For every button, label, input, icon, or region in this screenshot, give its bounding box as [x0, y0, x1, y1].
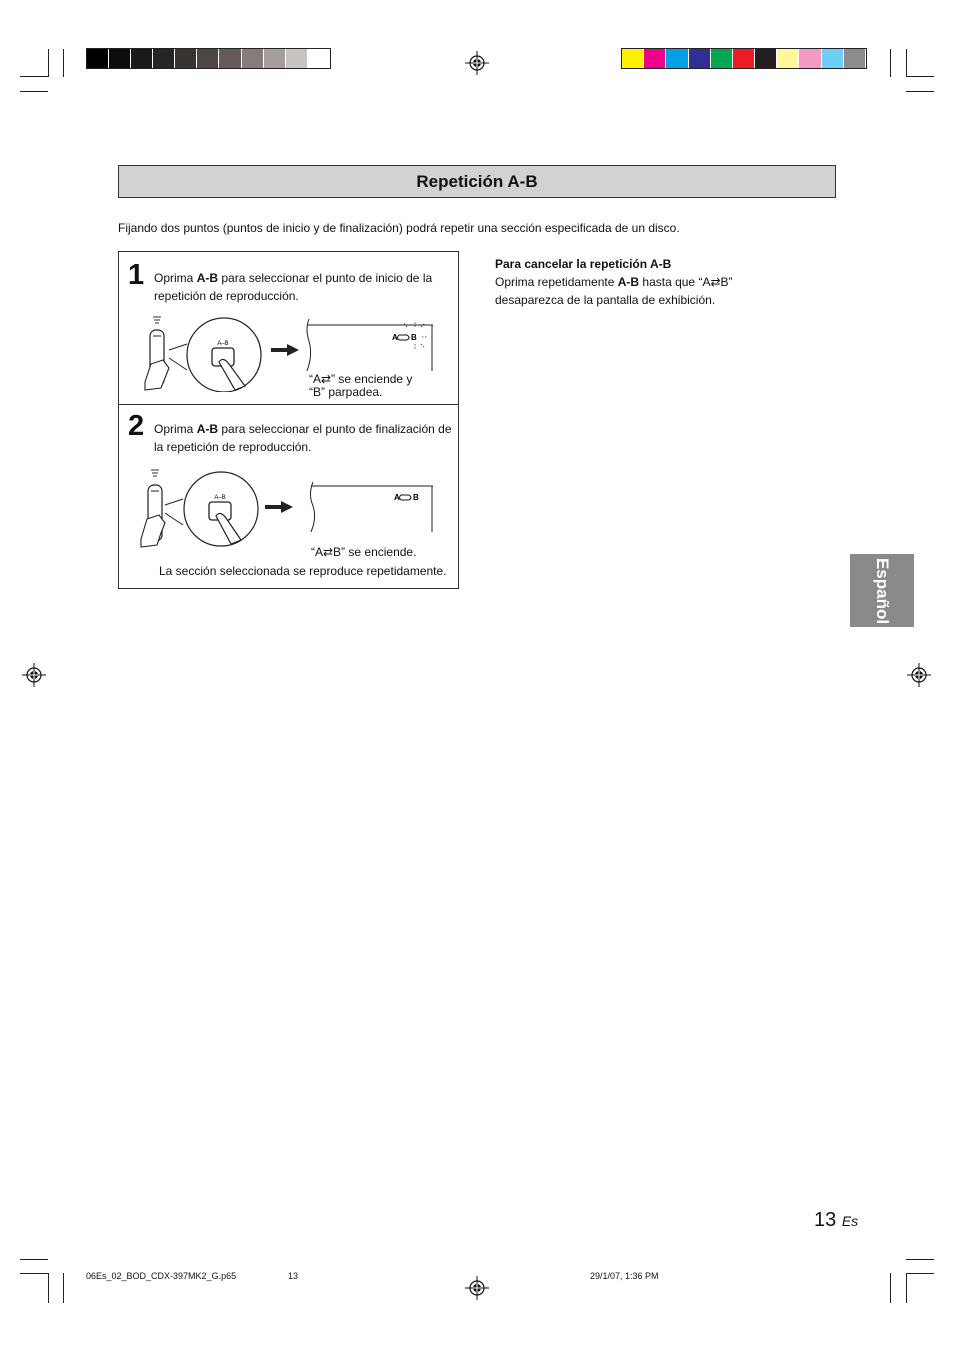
crop-mark	[48, 1273, 49, 1303]
footer-date: 29/1/07, 1:36 PM	[590, 1271, 659, 1281]
language-label: Español	[873, 557, 892, 624]
color-swatch	[689, 49, 711, 68]
section-title: Repetición A-B	[416, 171, 538, 191]
step-1-key: A-B	[196, 271, 219, 285]
step-2-prefix: Oprima	[154, 422, 197, 436]
cancel-key: A-B	[617, 275, 640, 289]
registration-mark-icon	[465, 1276, 489, 1300]
step-divider	[119, 404, 458, 405]
hand-icon	[141, 515, 165, 547]
color-swatch	[666, 49, 688, 68]
step-2-note: La sección seleccionada se reproduce repetidamente.	[159, 564, 447, 578]
repeat-icon	[400, 495, 412, 500]
crop-mark	[906, 91, 934, 92]
registration-mark-icon	[465, 51, 489, 75]
crop-mark	[20, 76, 48, 77]
step-1-instruction	[154, 269, 454, 305]
color-swatch	[264, 49, 286, 68]
display-indicator-a: A	[392, 333, 398, 342]
footer-file-name: 06Es_02_BOD_CDX-397MK2_G.p65	[86, 1271, 237, 1281]
color-swatch	[622, 49, 644, 68]
registration-mark-icon	[22, 663, 46, 687]
intro-paragraph: Fijando dos puntos (puntos de inicio y de finalización) podrá repetir una sección especificada de un disco.	[118, 221, 680, 235]
remote-in-hand-illustration-2	[129, 465, 269, 549]
crop-mark	[20, 1259, 48, 1260]
step-number-1: 1	[128, 259, 145, 291]
language-side-tab	[850, 554, 914, 627]
svg-text:A–B: A–B	[217, 341, 229, 347]
step-1-caption-line2: “B” parpadea.	[309, 385, 383, 399]
page-number-value: 13	[814, 1209, 837, 1231]
cancel-title: Para cancelar la repetición A-B	[495, 257, 672, 271]
crop-mark	[890, 1273, 891, 1303]
display-indicator-a: A	[394, 493, 400, 502]
color-swatch	[844, 49, 866, 68]
right-arrow-icon	[271, 344, 299, 356]
color-swatch	[242, 49, 264, 68]
crop-mark	[906, 1259, 934, 1260]
hand-icon	[145, 360, 169, 390]
display-indicator-b-blinking: B	[411, 333, 417, 342]
cancel-prefix: Oprima repetidamente	[495, 275, 618, 289]
crop-mark	[906, 76, 934, 77]
crop-mark	[20, 1273, 48, 1274]
color-swatch	[286, 49, 308, 68]
display-panel-2	[305, 480, 435, 536]
color-swatch	[219, 49, 241, 68]
page-number	[814, 1209, 858, 1232]
color-swatch	[733, 49, 755, 68]
cancel-text	[495, 273, 795, 309]
color-swatch	[131, 49, 153, 68]
color-calibration-bar	[621, 48, 867, 69]
color-swatch	[799, 49, 821, 68]
crop-mark	[48, 49, 49, 77]
footer-page: 13	[288, 1271, 299, 1281]
step-1-caption-line1: “A⇄” se enciende y	[309, 372, 413, 386]
color-swatch	[197, 49, 219, 68]
color-swatch	[87, 49, 109, 68]
repeat-icon	[398, 335, 410, 340]
display-panel-1	[303, 315, 433, 375]
step-2-caption: “A⇄B” se enciende.	[311, 545, 417, 559]
step-2-suffix: para seleccionar el punto de finalización de la repetición de reproducción.	[154, 422, 452, 454]
signal-waves-icon	[151, 470, 159, 476]
color-swatch	[308, 49, 330, 68]
step-1-prefix: Oprima	[154, 271, 197, 285]
crop-mark	[906, 49, 907, 77]
display-indicator-b: B	[413, 493, 419, 502]
crop-mark	[906, 1273, 934, 1274]
color-swatch	[755, 49, 777, 68]
step-2-key: A-B	[196, 422, 219, 436]
registration-mark-icon	[907, 663, 931, 687]
steps-box	[118, 251, 459, 589]
crop-mark	[63, 1273, 64, 1303]
grayscale-calibration-bar	[86, 48, 331, 69]
cancel-suffix: hasta que “A⇄B” desaparezca de la pantalla de exhibición.	[495, 275, 733, 307]
page-language-code: Es	[841, 1213, 859, 1229]
color-swatch	[175, 49, 197, 68]
step-number-2: 2	[128, 410, 145, 442]
crop-mark	[63, 49, 64, 77]
right-arrow-icon	[265, 501, 293, 513]
step-1-suffix: para seleccionar el punto de inicio de la repetición de reproducción.	[154, 271, 433, 303]
signal-waves-icon	[153, 317, 161, 323]
section-heading-box	[118, 165, 836, 198]
color-swatch	[777, 49, 799, 68]
crop-mark	[906, 1273, 907, 1303]
crop-mark	[20, 91, 48, 92]
svg-text:A–B: A–B	[214, 495, 226, 501]
color-swatch	[153, 49, 175, 68]
color-swatch	[644, 49, 666, 68]
remote-in-hand-illustration-1	[131, 312, 271, 392]
crop-mark	[890, 49, 891, 77]
color-swatch	[711, 49, 733, 68]
color-swatch	[109, 49, 131, 68]
color-swatch	[822, 49, 844, 68]
step-2-instruction	[154, 420, 458, 456]
